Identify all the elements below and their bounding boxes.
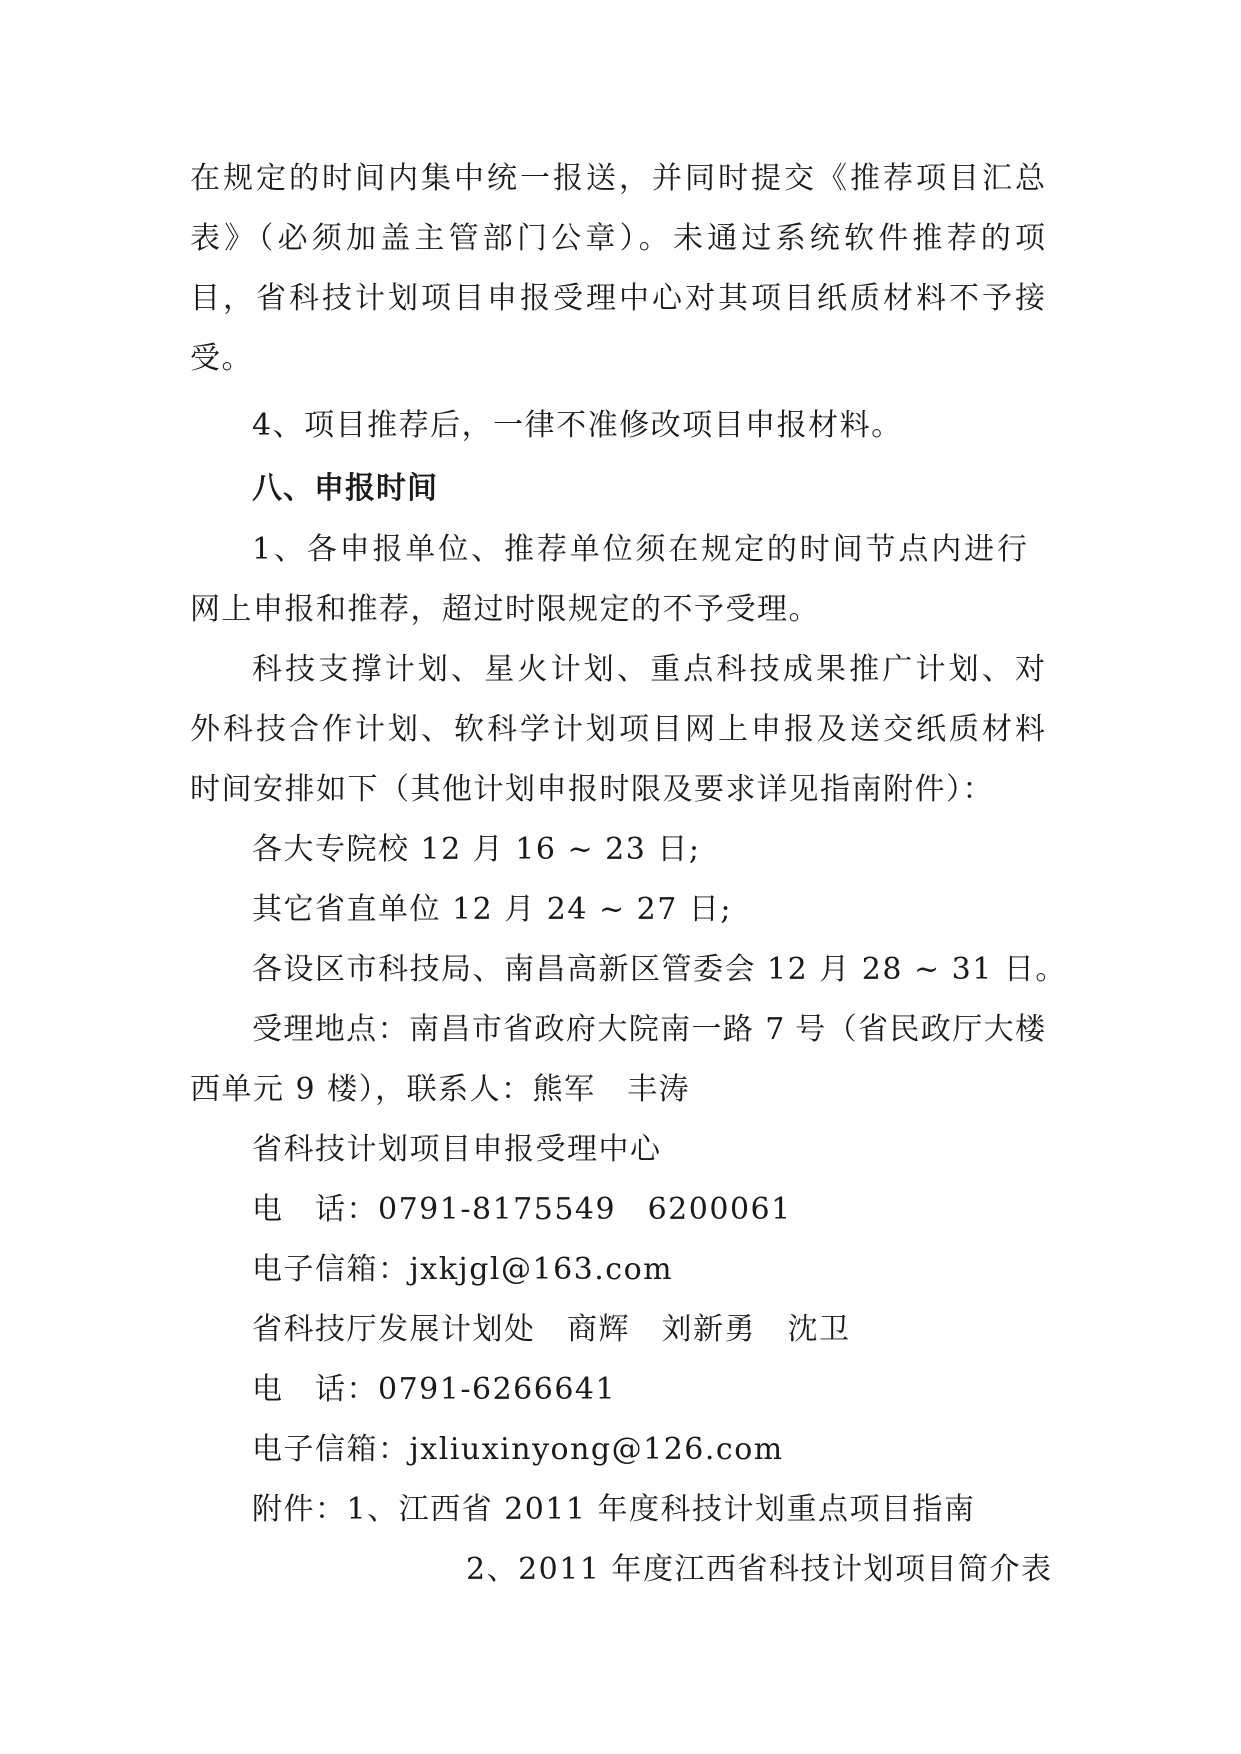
contact-phone: 电 话：0791-8175549 6200061 — [252, 1192, 792, 1227]
contact-email: 电子信箱：jxliuxinyong@126.com — [252, 1432, 784, 1467]
attachment-line: 2、2011 年度江西省科技计划项目简介表 — [466, 1552, 1053, 1587]
schedule-line: 各设区市科技局、南昌高新区管委会 12 月 28 ~ 31 日。 — [252, 952, 1067, 987]
schedule-line: 其它省直单位 12 月 24 ~ 27 日; — [252, 892, 732, 927]
schedule-line: 各大专院校 12 月 16 ~ 23 日; — [252, 832, 701, 867]
paragraph-line: 目，省科技计划项目申报受理中心对其项目纸质材料不予接 — [190, 281, 1045, 316]
contact-email: 电子信箱：jxkjgl@163.com — [252, 1252, 674, 1287]
contact-org: 省科技厅发展计划处 商辉 刘新勇 沈卫 — [252, 1312, 851, 1347]
paragraph-line: 时间安排如下（其他计划申报时限及要求详见指南附件）： — [190, 772, 994, 807]
paragraph-line: 西单元 9 楼），联系人：熊军 丰涛 — [190, 1072, 691, 1107]
paragraph-line: 表》（必须加盖主管部门公章）。未通过系统软件推荐的项 — [190, 221, 1045, 256]
paragraph-line: 4、项目推荐后，一律不准修改项目申报材料。 — [252, 408, 903, 443]
paragraph-line: 网上申报和推荐，超过时限规定的不予受理。 — [190, 592, 820, 627]
section-heading: 八、申报时间 — [252, 471, 438, 506]
paragraph-line: 1、各申报单位、推荐单位须在规定的时间节点内进行 — [252, 532, 1027, 567]
paragraph-line: 在规定的时间内集中统一报送，并同时提交《推荐项目汇总 — [190, 161, 1045, 196]
contact-phone: 电 话：0791-6266641 — [252, 1372, 617, 1407]
paragraph-line: 受理地点：南昌市省政府大院南一路 7 号（省民政厅大楼 — [252, 1012, 1045, 1047]
paragraph-line: 科技支撑计划、星火计划、重点科技成果推广计划、对 — [252, 652, 1045, 687]
paragraph-line: 外科技合作计划、软科学计划项目网上申报及送交纸质材料 — [190, 712, 1045, 747]
attachment-line: 附件：1、江西省 2011 年度科技计划重点项目指南 — [252, 1492, 976, 1527]
contact-org: 省科技计划项目申报受理中心 — [252, 1132, 662, 1167]
paragraph-line: 受。 — [190, 341, 253, 376]
